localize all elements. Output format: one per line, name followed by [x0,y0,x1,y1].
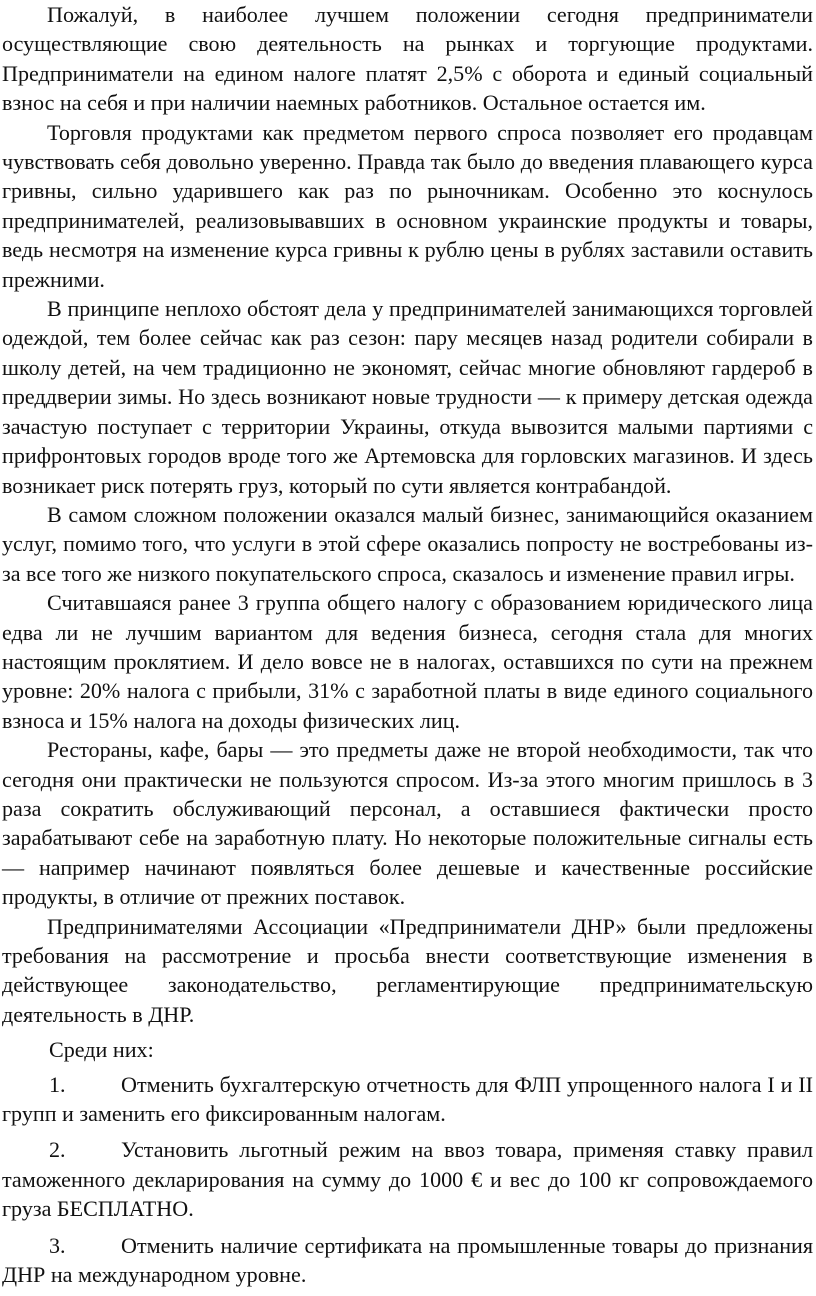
list-item-number: 3. [49,1232,66,1258]
paragraph-association-demands: Предпринимателями Ассоциации «Предприниматели ДНР» были предложены требования на рассмотрение и просьба внести соответствующие изменения в действующее законодательство, регламентирующие предпринимательскую деятельность в ДНР. [2,913,813,1027]
list-item-text: Отменить наличие сертификата на промышленные товары до признания ДНР на международном уровне. [2,1232,813,1288]
paragraph-market-traders: Пожалуй, в наиболее лучшем положении сегодня предприниматели осуществляющие свою деятельность на рынках и торгующие продуктами. Предприниматели на едином налоге платят 2,5% с оборота и единый социальный взнос на себя и при наличии наемных работников. Остальное остается им. [2,2,813,116]
paragraph-tax-group-3: Считавшаяся ранее 3 группа общего налогу с образованием юридического лица едва ли не лучшим вариантом для ведения бизнеса, сегодня стала для многих настоящим проклятием. И дело вовсе не в налогах, оставшихся по сути на прежнем уровне: 20% налога с прибыли, 31% с заработной платы в виде единого социального взноса и 15% налога на доходы физических лиц. [2,590,813,733]
paragraph-clothing-trade: В принципе неплохо обстоят дела у предпринимателей занимающихся торговлей одеждой, тем более сейчас как раз сезон: пару месяцев назад родители собирали в школу детей, на чем традиционно не экономят, сейчас многие обновляют гардероб в преддверии зимы. Но здесь возникают новые трудности — к примеру детская одежда зачастую поступает с территории Украины, откуда вывозится малыми партиями с прифронтовых городов вроде того же Артемовска для горловских магазинов. И здесь возникает риск потерять груз, который по сути является контрабандой. [2,296,813,498]
list-item-text: Установить льготный режим на ввоз товара, применяя ставку правил таможенного декларирования на сумму до 1000 € и вес до 100 кг сопровождаемого груза БЕСПЛАТНО. [2,1137,813,1222]
document-page [2,0,813,1296]
list-item-number: 2. [49,1137,66,1163]
list-item-text: Отменить бухгалтерскую отчетность для ФЛП упрощенного налога I и II групп и заменить его фиксированным налогам. [2,1071,813,1127]
list-item-number: 1. [49,1071,66,1097]
list-item [2,1070,813,1129]
list-intro: Среди них: [49,1037,154,1063]
list-item [2,1231,813,1290]
paragraph-services-business: В самом сложном положении оказался малый бизнес, занимающийся оказанием услуг, помимо того, что услуги в этой сфере оказались попросту не востребованы из-за все того же низкого покупательского спроса, сказалось и изменение правил игры. [2,501,813,586]
paragraph-restaurants: Рестораны, кафе, бары — это предметы даже не второй необходимости, так что сегодня они практически не пользуются спросом. Из-за этого многим пришлось в 3 раза сократить обслуживающий персонал, а оставшиеся фактически просто зарабатывают себе на заработную плату. Но некоторые положительные сигналы есть — например начинают появляться более дешевые и качественные российские продукты, в отличие от прежних поставок. [2,737,813,910]
demands-list [2,1070,813,1290]
list-item [2,1135,813,1223]
paragraph-food-trade: Торговля продуктами как предметом первого спроса позволяет его продавцам чувствовать себя довольно уверенно. Правда так было до введения плавающего курса гривны, сильно ударившего как раз по рыночникам. Особенно это коснулось предпринимателей, реализовывавших в основном украинские продукты и товары, ведь несмотря на изменение курса гривны к рублю цены в рублях заставили оставить прежними. [2,119,813,292]
